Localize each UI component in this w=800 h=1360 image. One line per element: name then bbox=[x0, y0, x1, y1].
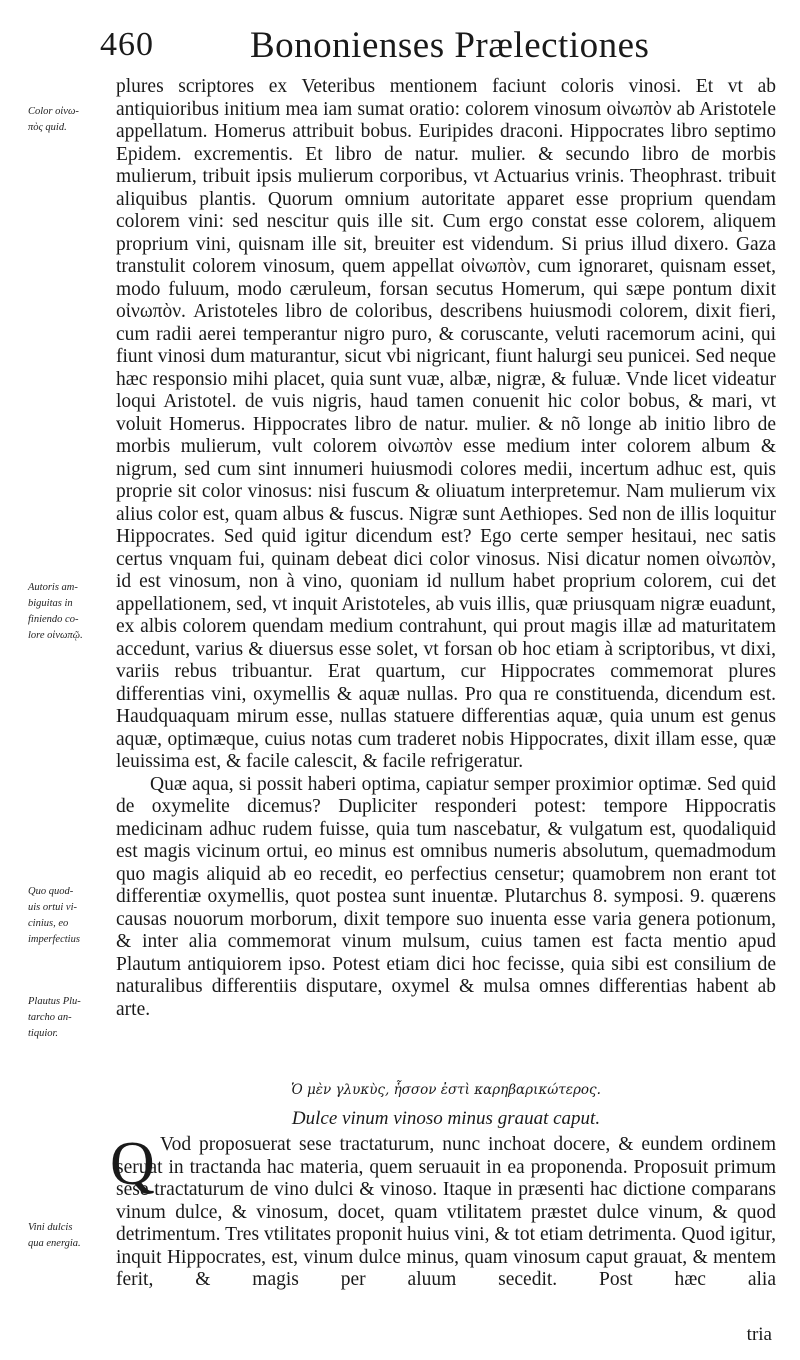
body-column bbox=[116, 76, 776, 1021]
margin-note-vini-dulcis: Vini dulcis qua energia. bbox=[28, 1222, 81, 1249]
lemma-latin: Dulce vinum vinoso minus grauat caput. bbox=[291, 1108, 601, 1129]
section-2-paragraph: Vod proposuerat sese tractaturum, nunc inchoat docere, & eundem ordinem seruat in tractanda hac materia, quem seruauit in ea proponenda. Proposuit primum sese tractaturum de vino dulci & vinoso. Itaque in præsenti hac dictione comparans vinum dulce, & vinosum, docet, quam vtilitatem præstet dulce vinum, & quod detrimentum. Tres vtilitates proponit huius vini, & tot etiam detrimenta. Quod igitur, inquit Hippocrates, est, vinum dulce minus, quam vinosum caput grauat, & mentem ferit, & magis per aluum secedit. Post hæc alia bbox=[116, 1134, 776, 1290]
running-title: Bononienses Prælectiones bbox=[250, 25, 650, 66]
section-2-column bbox=[116, 1134, 776, 1292]
margin-note-color-vinosus: Color οἰνω- πὸς quid. bbox=[28, 106, 79, 133]
body-paragraph-2: Quæ aqua, si possit haberi optima, capiatur semper proximior optimæ. Sed quid de oxymelite dicemus? Dupliciter responderi potest: tempore Hippocratis medicinam adhuc rudem fuisse, quia tum nascebatur, & vulgatum est, quodaliquid est magis vicinum ortui, eo minus est omnibus numeris absolutum, quemadmodum quo magis aliquid ab eo recedit, eo perfectius censetur; quamobrem non erant tot differentiæ oxymellis, quot postea sunt inuentæ. Plutarchus 8. symposi. 9. quærens causas nouorum morborum, dixit tempore suo inuenta esse varia genera potionum, & inter alia commemorat vinum mulsum, cuius tamen est facta mentio apud Plautum antiquiorem ipso. Potest etiam dici hoc fecisse, quia sibi est consilium de naturalibus differentiis disputare, oxymel & mulsa omnes differentias habent ab arte. bbox=[116, 773, 776, 1020]
lemma-greek: Ὁ μὲν γλυκὺς, ἧσσον ἐστὶ καρηβαρικώτερος. bbox=[291, 1082, 601, 1098]
margin-note-plautus: Plautus Plu- tarcho an- tiquior. bbox=[28, 996, 81, 1039]
margin-note-quo-quoduis: Quo quod- uis ortui vi- cinius, eo imperfectius bbox=[28, 886, 80, 945]
page-header bbox=[0, 22, 800, 72]
page-number: 460 bbox=[100, 26, 154, 63]
margin-note-autoris-ambiguitas: Autoris am- biguitas in finiendo co- lore οἰνωπῷ. bbox=[28, 582, 83, 641]
catchword: tria bbox=[746, 1324, 772, 1345]
body-paragraph-1: plures scriptores ex Veteribus mentionem faciunt coloris vinosi. Et vt ab antiquioribus initium mea iam sumat oratio: colorem vinosum οἰνωπὸν ab Aristotele appellatum. Homerus attribuit bobus. Euripides draconi. Hippocrates libro septimo Epidem. excrementis. Et libro de natur. mulier. & secundo libro de morbis mulierum, tribuit ipsis mulierum corporibus, vt Actuarius vrinis. Theophrast. tribuit aliquibus plantis. Quorum omnium autoritate apparet esse proprium quendam colorem vini: sed nescitur quis ille sit. Cum ergo constat esse colorem, aliquem proprium vini, quisnam ille sit, breuiter est videndum. Si prius illud dixero. Gaza transtulit colorem vinosum, quem appellat οἰνωπὸν, cum ignoraret, quisnam esset, modo fuluum, modo cæruleum, forsan secutus Homerum, qui sæpe pontum dixit οἰνωπὸν. Aristoteles libro de coloribus, describens huiusmodi colorem, dixit fieri, cum radii aerei temperantur nigro puro, & coruscante, veluti racemorum acini, qui fiunt vinosi dum maturantur, sicut vbi nigricant, fiunt halurgi seu punicei. Sed neque hæc responsio mihi placet, quia sunt vuæ, albæ, nigræ, & fuluæ. Vnde licet videatur loqui Aristotel. de vuis nigris, haud tamen conuenit hic color bobus, & mari, vt voluit Homerus. Hippocrates libro de natur. mulier. & nõ longe ab initio libro de morbis mulierum, vult colorem οἰνωπὸν esse medium inter colorem album & nigrum, sed cum sint innumeri huiusmodi colores medii, incertum adhuc est, quis proprie sit color vinosus: nisi fuscum & oliuatum interpretemur. Nam mulierum vix alius color est, quam albus & fuscus. Nigræ sunt Aethiopes. Sed non de illis loquitur Hippocrates. Sed quid igitur dicendum est? Ego certe semper hesitaui, nec satis certus vnquam fui, quinam debeat dici color vinosus. Nisi dicatur nomen οἰνωπὸν, id est vinosum, non à vino, quoniam id nullum habet proprium colorem, cui det appellationem, sed, vt inquit Aristoteles, ab vuis illis, quæ priusquam nigræ euadunt, ex albis colorem quendam medium contrahunt, qui prout magis illæ ad maturitatem accedunt, varius & diuersus esse solet, vt forsan ob hoc etiam à scriptoribus, vt dixi, variis rebus tribuantur. Erat quartum, cur Hippocrates commemorat plures differentias vini, oxymellis & aquæ nullas. Pro qua re constituenda, dicendum est. Haudquaquam mirum esse, nullas statuere differentias aquæ, quia unum est genus aquæ, optimæque, cuius notas cum traderet nobis Hippocrates, dixit illam esse, quæ leuissima est, & facile calescit, & facile refrigeratur. bbox=[116, 76, 776, 772]
drop-cap: Q bbox=[110, 1130, 155, 1198]
